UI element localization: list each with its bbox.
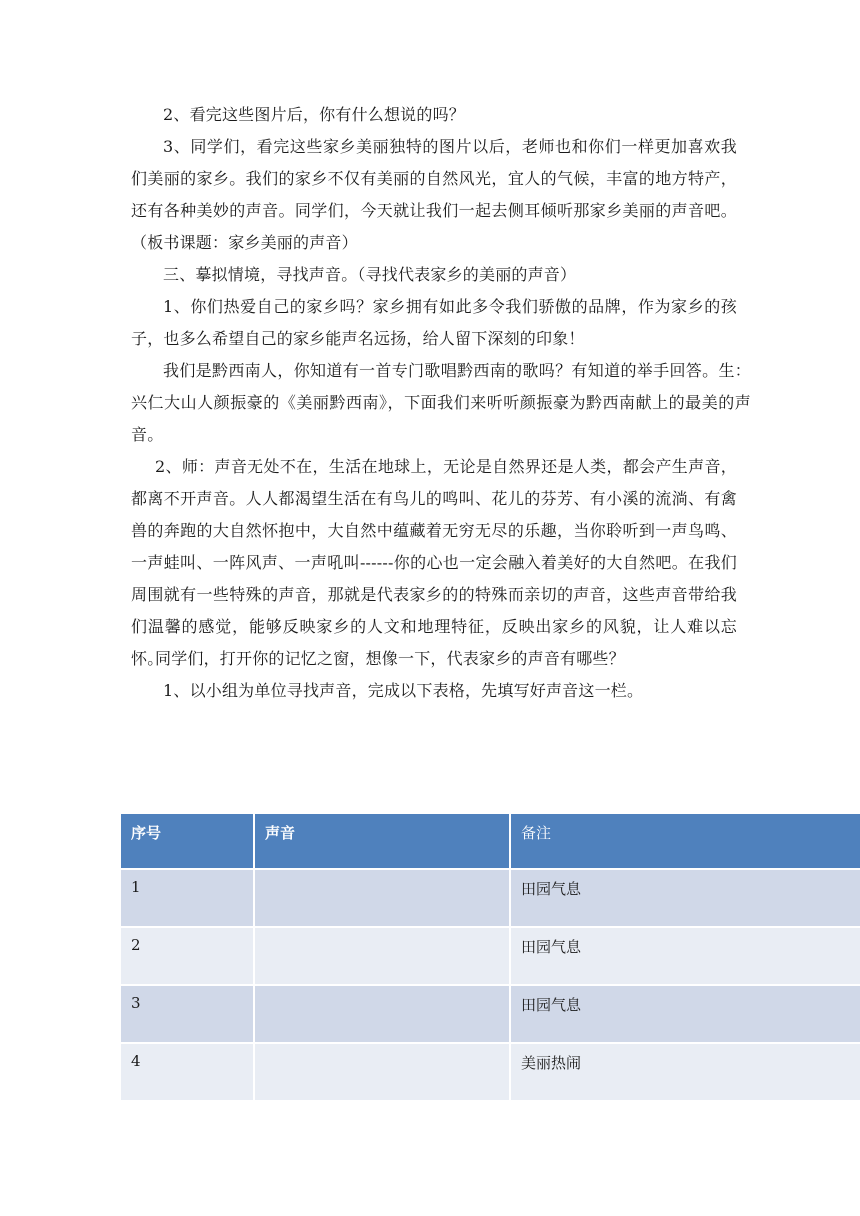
table-cell: 田园气息 [510, 869, 860, 927]
header-cell-note: 备注 [510, 813, 860, 869]
paragraph-teacher: 2、师：声音无处不在，生活在地球上，无论是自然界还是人类，都会产生声音，都离不开声音。人人都渴望生活在有鸟儿的鸣叫、花儿的芬芳、有小溪的流淌、有禽兽的奔跑的大自然怀抱中，大自然中蕴藏着无穷无尽的乐趣，当你聆听到一声鸟鸣、一声蛙叫、一阵风声、一声吼叫------你的心也一定会融入着美好的大自然吧。在我们周围就有一些特殊的声音，那就是代表家乡的的特殊而亲切的声音，这些声音带给我们温馨的感觉，能够反映家乡的人文和地理特征，反映出家乡的风貌，让人难以忘怀。 [131, 457, 737, 668]
sound-table [119, 812, 860, 1102]
table-cell [254, 1043, 510, 1101]
table-cell: 4 [120, 1043, 254, 1101]
table-cell: 美丽热闹 [510, 1043, 860, 1101]
paragraph-question-3: 3、同学们，看完这些家乡美丽独特的图片以后，老师也和你们一样更加喜欢我们美丽的家乡。我们的家乡不仅有美丽的自然风光，宜人的气候，丰富的地方特产，还有各种美妙的声音。同学们，今天就让我们一起去侧耳倾听那家乡美丽的声音吧。（板书课题：家乡美丽的声音） [131, 137, 737, 252]
table-row [120, 985, 860, 1043]
table-cell: 1 [120, 869, 254, 927]
paragraph-song: 我们是黔西南人，你知道有一首专门歌唱黔西南的歌吗？有知道的举手回答。生：兴仁大山人颜振豪的《美丽黔西南》，下面我们来听听颜振豪为黔西南献上的最美的声音。 [131, 361, 751, 444]
header-cell-number: 序号 [120, 813, 254, 869]
table-cell [254, 927, 510, 985]
paragraph-question-2: 2、看完这些图片后，你有什么想说的吗？ [163, 105, 465, 124]
section-heading-3: 三、摹拟情境，寻找声音。（寻找代表家乡的美丽的声音） [163, 265, 577, 284]
table-cell: 田园气息 [510, 985, 860, 1043]
paragraph-task: 1、以小组为单位寻找声音，完成以下表格，先填写好声音这一栏。 [163, 681, 644, 700]
table-cell: 3 [120, 985, 254, 1043]
table-cell: 田园气息 [510, 927, 860, 985]
table-cell [254, 985, 510, 1043]
paragraph-item-1: 1、你们热爱自己的家乡吗？家乡拥有如此多令我们骄傲的品牌，作为家乡的孩子，也多么希望自己的家乡能声名远扬，给人留下深刻的印象！ [131, 297, 737, 348]
table-cell [254, 869, 510, 927]
header-cell-sound: 声音 [254, 813, 510, 869]
table-row [120, 869, 860, 927]
table-row [120, 1043, 860, 1101]
table-header-row [120, 813, 860, 869]
paragraph-memory: 同学们，打开你的记忆之窗，想像一下，代表家乡的声音有哪些？ [155, 649, 625, 668]
table-cell: 2 [120, 927, 254, 985]
table-row [120, 927, 860, 985]
